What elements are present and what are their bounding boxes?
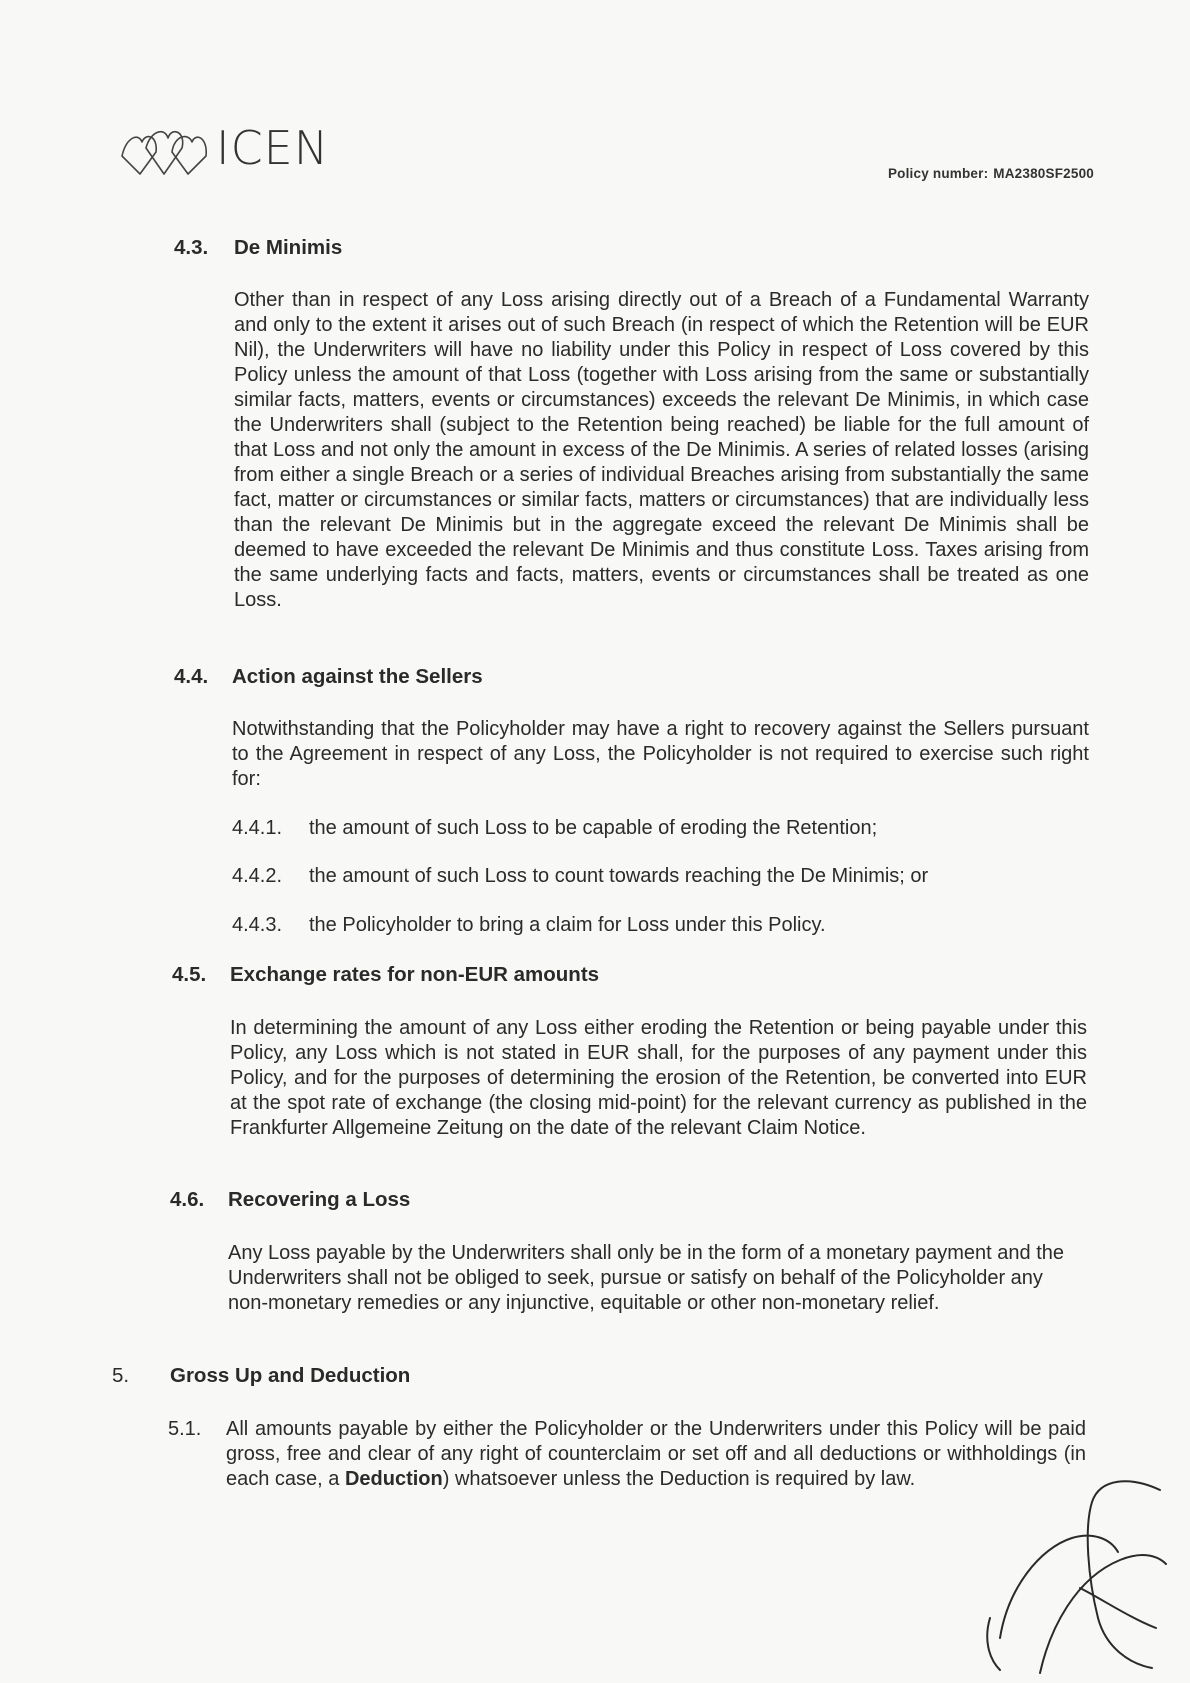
list-item-text: the Policyholder to bring a claim for Loss under this Policy. bbox=[309, 914, 826, 936]
section-title: Gross Up and Deduction bbox=[170, 1364, 411, 1387]
section-4-3-body: Other than in respect of any Loss arising directly out of a Breach of a Fundamental Warranty and only to the extent it arises out of such Breach (in respect of which the Retention will be EUR Nil), the Underwriters will have no liability under this Policy in respect of Loss covered by this Policy unless the amount of that Loss (together with Loss arising from the same or substantially similar facts, matters, events or circumstances) exceeds the relevant De Minimis, in which case the Underwriters shall (subject to the Retention being reached) be liable for the full amount of that Loss and not only the amount in excess of the De Minimis. A series of related losses (arising from either a single Breach or a series of individual Breaches arising from substantially the same fact, matter or circumstances or similar facts, matters or circumstances) that are individually less than the relevant De Minimis but in the aggregate exceed the relevant De Minimis shall be deemed to have exceeded the relevant De Minimis and thus constitute Loss. Taxes arising from the same underlying facts and facts, matters, events or circumstances shall be treated as one Loss. bbox=[234, 289, 1089, 611]
section-4-5-body: In determining the amount of any Loss either eroding the Retention or being payable under this Policy, any Loss which is not stated in EUR shall, for the purposes of any payment under this Policy, and for the purposes of determining the erosion of the Retention, be converted into EUR at the spot rate of exchange (the closing mid-point) for the relevant currency as published in the Frankfurter Allgemeine Zeitung on the date of the relevant Claim Notice. bbox=[230, 1017, 1087, 1139]
defined-term: Deduction bbox=[344, 1468, 443, 1490]
logo-text: ICEN bbox=[216, 121, 330, 175]
section-number: 4.5. bbox=[172, 963, 207, 986]
section-5-1-body bbox=[226, 1417, 1086, 1492]
section-number: 4.4. bbox=[174, 665, 209, 688]
list-item-text: the amount of such Loss to be capable of eroding the Retention; bbox=[309, 817, 878, 839]
section-4-4-body: Notwithstanding that the Policyholder may have a right to recovery against the Sellers pursuant to the Agreement in respect of any Loss, the Policyholder is not required to exercise such right for: bbox=[232, 718, 1089, 790]
section-title: Recovering a Loss bbox=[228, 1188, 411, 1211]
section-number: 5. bbox=[112, 1364, 130, 1387]
section-number: 4.6. bbox=[170, 1188, 205, 1211]
policy-number-label: Policy number: bbox=[887, 166, 989, 181]
body-text: ) whatsoever unless the Deduction is required by law. bbox=[442, 1468, 916, 1490]
list-item-number: 4.4.1. bbox=[232, 817, 283, 839]
list-item-number: 4.4.3. bbox=[232, 914, 283, 936]
section-4-6-body: Any Loss payable by the Underwriters shall only be in the form of a monetary payment and the Underwriters shall not be obliged to seek, pursue or satisfy on behalf of the Policyholder any non-monetary remedies or any injunctive, equitable or other non-monetary relief. bbox=[228, 1242, 1065, 1314]
list-item-number: 4.4.2. bbox=[232, 865, 283, 887]
policy-number-value: MA2380SF2500 bbox=[993, 166, 1094, 181]
icen-logo-mark-icon bbox=[118, 118, 210, 178]
list-item-number: 5.1. bbox=[168, 1418, 202, 1440]
section-4-3-heading bbox=[174, 236, 674, 262]
section-title: De Minimis bbox=[234, 236, 343, 259]
list-item bbox=[232, 913, 1032, 938]
section-title: Exchange rates for non-EUR amounts bbox=[230, 963, 600, 986]
section-4-4-heading bbox=[174, 665, 674, 691]
handwritten-signature-icon bbox=[980, 1468, 1170, 1678]
list-item-text: the amount of such Loss to count towards reaching the De Minimis; or bbox=[309, 865, 929, 887]
section-4-5-heading bbox=[172, 963, 772, 989]
list-item bbox=[232, 816, 1032, 841]
company-logo bbox=[118, 118, 329, 178]
section-5-1-number bbox=[168, 1417, 228, 1442]
section-number: 4.3. bbox=[174, 236, 209, 259]
body-text: All amounts payable by either the Policyholder or the Underwriters under this Policy will be paid gross, free and clear of any right of counterclaim or set off and all deductions or withholdings (in each case, a bbox=[226, 1418, 1086, 1490]
section-5-heading bbox=[112, 1364, 612, 1390]
list-item bbox=[232, 864, 1032, 889]
policy-number bbox=[888, 166, 1094, 181]
section-4-6-heading bbox=[170, 1188, 670, 1214]
section-title: Action against the Sellers bbox=[232, 665, 483, 688]
